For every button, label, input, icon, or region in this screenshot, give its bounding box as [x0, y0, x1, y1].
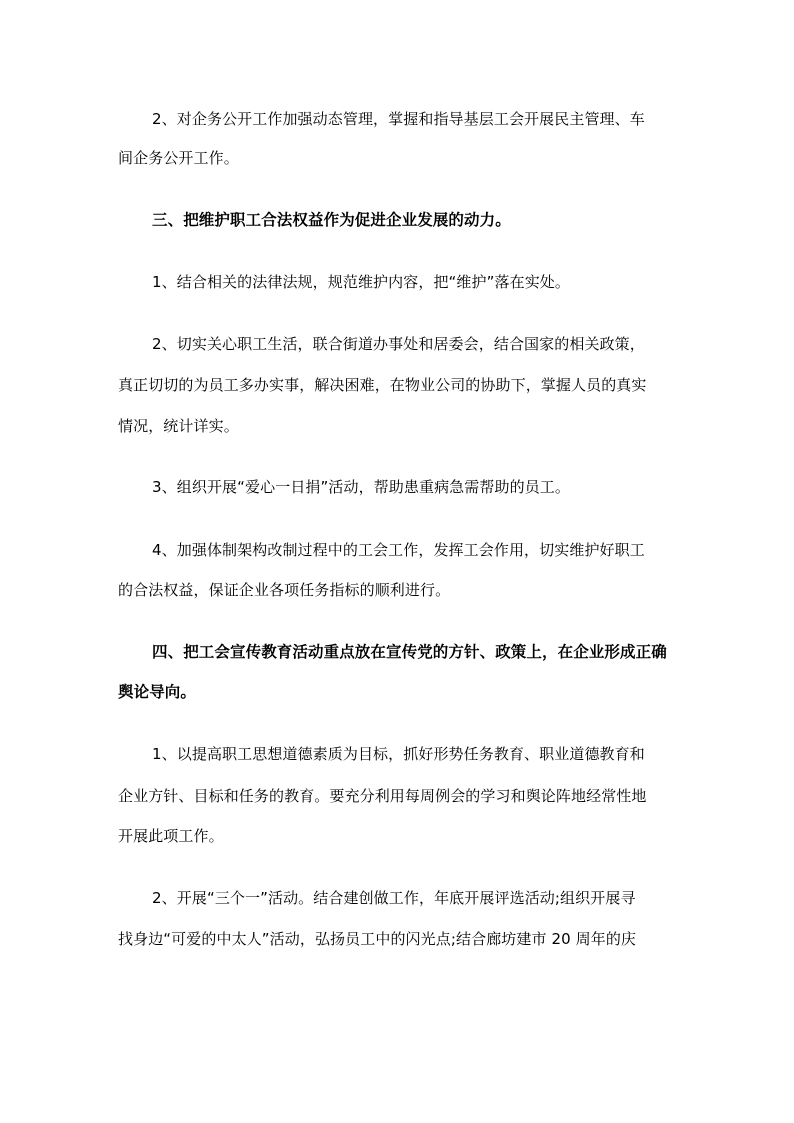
- section-3-item-4-line-2: 的合法权益，保证企业各项任务指标的顺利进行。: [118, 581, 451, 599]
- section-4-item-2-line-1: 2、开展“三个一”活动。结合建创做工作，年底开展评选活动;组织开展寻: [152, 889, 636, 907]
- section-3-item-2-line-1: 2、切实关心职工生活，联合街道办事处和居委会，结合国家的相关政策，: [152, 335, 645, 353]
- paragraph-2-line-2: 间企务公开工作。: [118, 149, 239, 167]
- paragraph-2-line-1: 2、对企务公开工作加强动态管理，掌握和指导基层工会开展民主管理、车: [152, 110, 645, 128]
- section-4-heading-line-2: 舆论导向。: [118, 683, 197, 701]
- section-3-heading: 三、把维护职工合法权益作为促进企业发展的动力。: [152, 211, 511, 229]
- section-3-item-2-line-3: 情况，统计详实。: [118, 417, 239, 435]
- section-4-heading-line-1: 四、把工会宣传教育活动重点放在宣传党的方针、政策上，在企业形成正确: [152, 643, 667, 661]
- section-3-item-3: 3、组织开展“爱心一日捐”活动，帮助患重病急需帮助的员工。: [152, 478, 570, 496]
- section-4-item-1-line-3: 开展此项工作。: [118, 827, 224, 845]
- section-3-item-1: 1、结合相关的法律法规，规范维护内容，把“维护”落在实处。: [152, 273, 570, 291]
- section-4-item-1-line-1: 1、以提高职工思想道德素质为目标，抓好形势任务教育、职业道德教育和: [152, 745, 645, 763]
- section-4-item-2-line-2: 找身边“可爱的中太人”活动，弘扬员工中的闪光点;结合廊坊建市 20 周年的庆: [118, 930, 637, 948]
- section-3-item-4-line-1: 4、加强体制架构改制过程中的工会工作，发挥工会作用，切实维护好职工: [152, 541, 645, 559]
- section-4-item-1-line-2: 企业方针、目标和任务的教育。要充分利用每周例会的学习和舆论阵地经常性地: [118, 787, 647, 805]
- section-3-item-2-line-2: 真正切切的为员工多办实事，解决困难，在物业公司的协助下，掌握人员的真实: [118, 376, 647, 394]
